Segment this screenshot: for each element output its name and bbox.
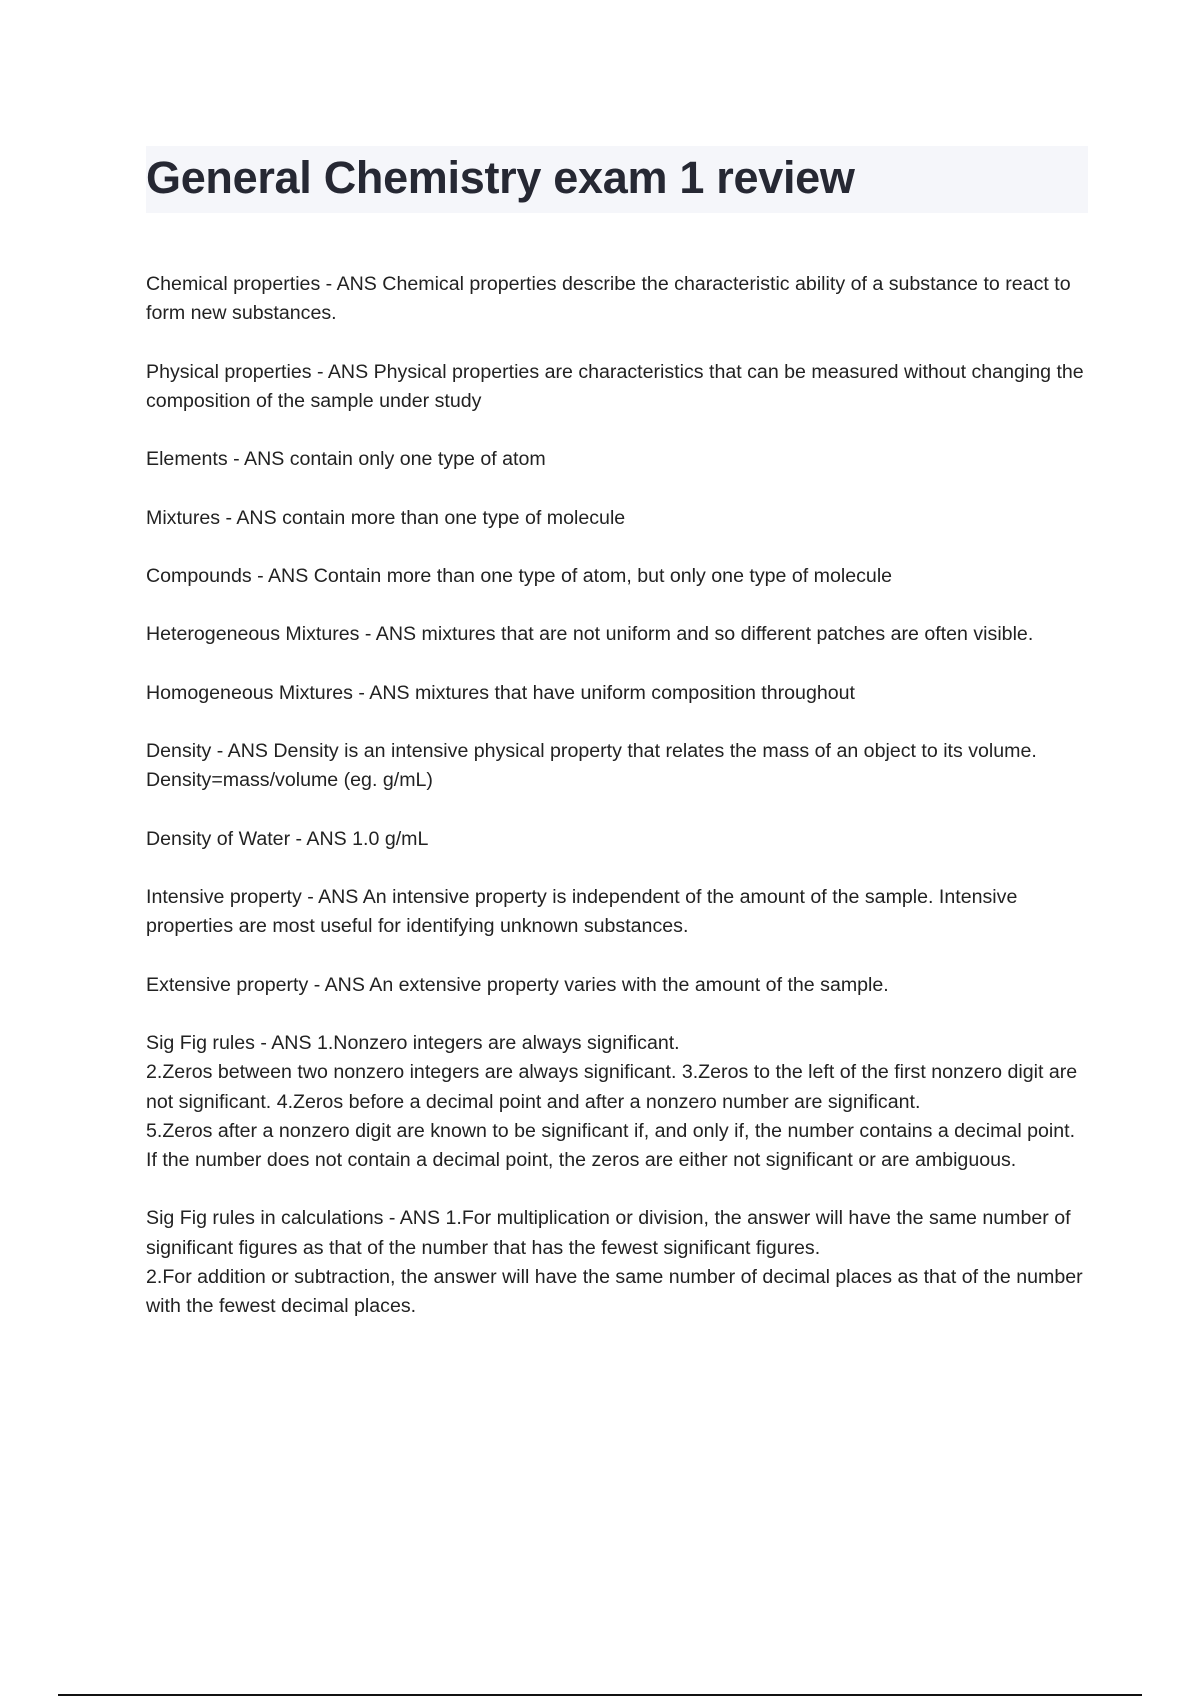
- entry-line: Extensive property - ANS An extensive property varies with the amount of the sample.: [146, 973, 889, 996]
- entry-line: 2.For addition or subtraction, the answer will have the same number of decimal places as that of the number with the fewest decimal places.: [146, 1265, 1083, 1317]
- entry-line: Sig Fig rules in calculations - ANS 1.For multiplication or division, the answer will have the same number of significant figures as that of the number that has the fewest significant figures.: [146, 1207, 1071, 1259]
- entry-line: Compounds - ANS Contain more than one type of atom, but only one type of molecule: [146, 564, 893, 587]
- entry-line: Elements - ANS contain only one type of atom: [146, 448, 546, 471]
- qa-entry: [146, 562, 1091, 591]
- entry-line: 2.Zeros between two nonzero integers are always significant. 3.Zeros to the left of the first nonzero digit are not significant. 4.Zeros before a decimal point and after a nonzero number are significant.: [146, 1061, 1078, 1113]
- qa-entry: [146, 504, 1091, 533]
- entry-line: 5.Zeros after a nonzero digit are known to be significant if, and only if, the number contains a decimal point. If the number does not contain a decimal point, the zeros are either not significant or are ambiguous.: [146, 1119, 1076, 1171]
- entry-line: Chemical properties - ANS Chemical properties describe the characteristic ability of a substance to react to form new substances.: [146, 273, 1071, 325]
- entry-line: Sig Fig rules - ANS 1.Nonzero integers are always significant.: [146, 1032, 680, 1055]
- entry-line: Intensive property - ANS An intensive property is independent of the amount of the sample. Intensive properties are most useful for identifying unknown substances.: [146, 886, 1018, 938]
- entry-line: Density - ANS Density is an intensive physical property that relates the mass of an object to its volume.: [146, 740, 1037, 763]
- qa-entry: [146, 679, 1091, 708]
- qa-entry: [146, 620, 1091, 649]
- entry-line: Density of Water - ANS 1.0 g/mL: [146, 827, 429, 850]
- entry-line: Homogeneous Mixtures - ANS mixtures that have uniform composition throughout: [146, 681, 855, 704]
- page-title: General Chemistry exam 1 review: [146, 152, 855, 203]
- document-body: [146, 270, 1091, 1350]
- qa-entry: [146, 270, 1091, 328]
- entry-line: Physical properties - ANS Physical properties are characteristics that can be measured without changing the composition of the sample under study: [146, 360, 1084, 412]
- footer-divider: [58, 1694, 1142, 1696]
- qa-entry: [146, 737, 1091, 795]
- qa-entry: [146, 1204, 1091, 1321]
- qa-entry: [146, 1029, 1091, 1175]
- title-banner: [146, 146, 1088, 213]
- entry-line: Mixtures - ANS contain more than one type of molecule: [146, 506, 626, 529]
- qa-entry: [146, 971, 1091, 1000]
- entry-line: Density=mass/volume (eg. g/mL): [146, 769, 433, 792]
- entry-line: Heterogeneous Mixtures - ANS mixtures that are not uniform and so different patches are often visible.: [146, 623, 1034, 646]
- qa-entry: [146, 883, 1091, 941]
- qa-entry: [146, 825, 1091, 854]
- qa-entry: [146, 358, 1091, 416]
- qa-entry: [146, 445, 1091, 474]
